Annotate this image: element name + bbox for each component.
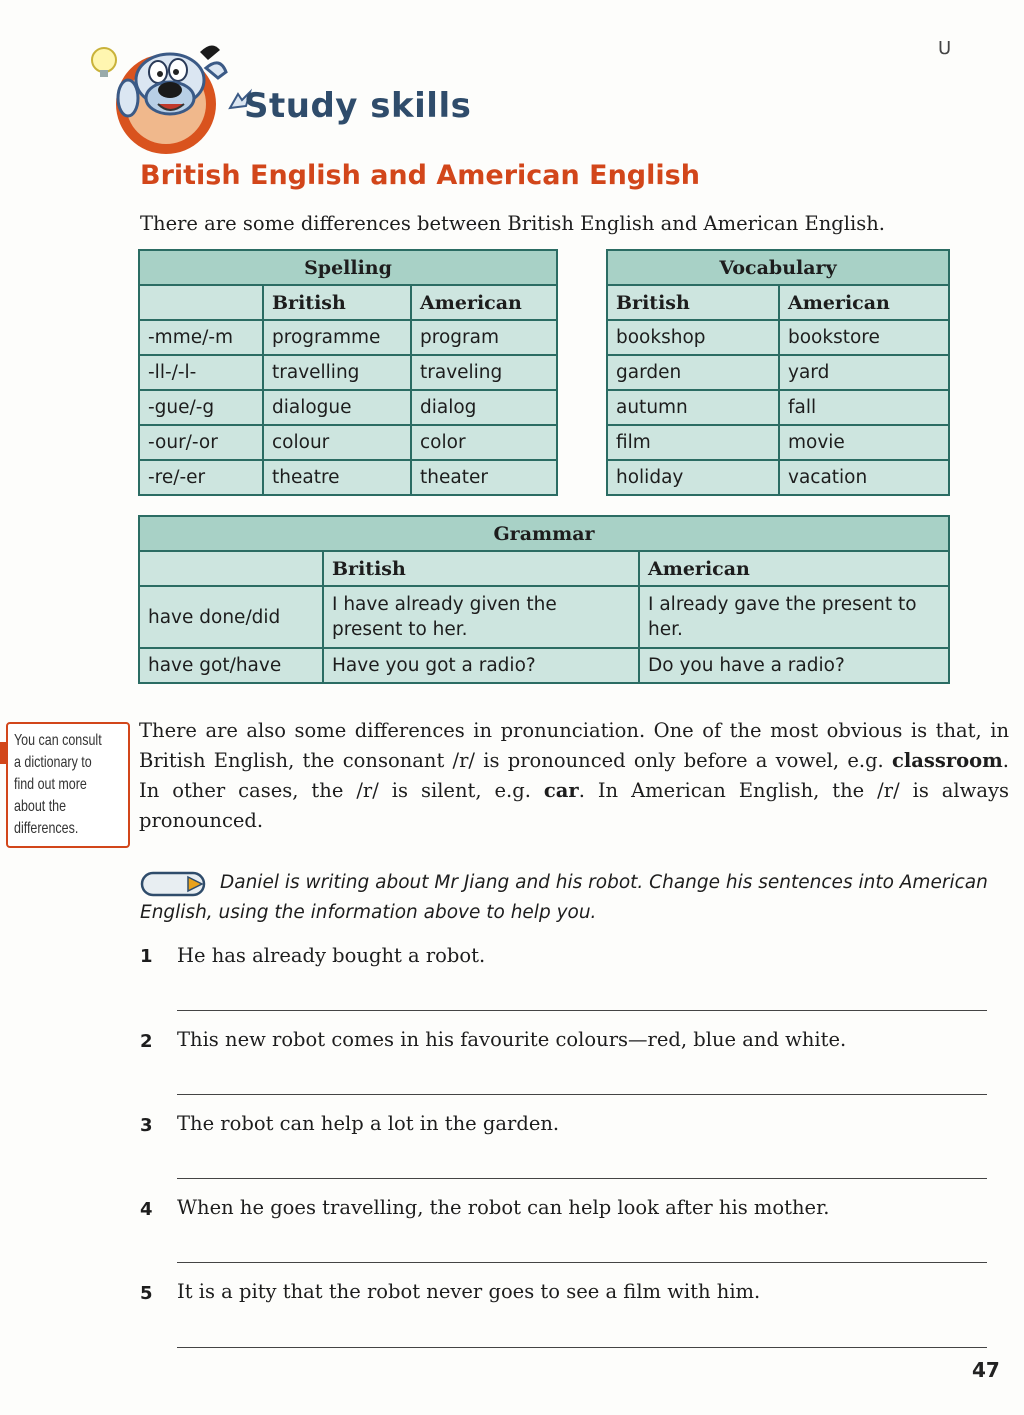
corner-mark: U: [938, 38, 952, 59]
table-row: [139, 355, 557, 390]
table-cell: travelling: [263, 355, 411, 390]
table-row: [139, 320, 557, 355]
table-cell: have got/have: [139, 648, 323, 683]
table-row: [139, 648, 949, 683]
spelling-table: [138, 249, 558, 496]
page-subtitle: British English and American English: [140, 160, 700, 191]
table-cell: dialogue: [263, 390, 411, 425]
table-row: [139, 586, 949, 648]
question-number: 1: [140, 946, 153, 967]
table-cell: Do you have a radio?: [639, 648, 949, 683]
vocabulary-table: [606, 249, 950, 496]
table-cell: -mme/-m: [139, 320, 263, 355]
table-row: [607, 425, 949, 460]
table-cell: theatre: [263, 460, 411, 495]
table-row: [607, 390, 949, 425]
question-number: 4: [140, 1199, 153, 1220]
table-cell: -gue/-g: [139, 390, 263, 425]
answer-line[interactable]: [177, 1094, 987, 1095]
example-word: classroom: [892, 749, 1003, 772]
question-text: The robot can help a lot in the garden.: [177, 1112, 560, 1135]
table-cell: fall: [779, 390, 949, 425]
table-cell: program: [411, 320, 557, 355]
table-cell: colour: [263, 425, 411, 460]
table-cell: movie: [779, 425, 949, 460]
question-number: 5: [140, 1283, 153, 1304]
answer-line[interactable]: [177, 1010, 987, 1011]
question-number: 2: [140, 1031, 153, 1052]
table-cell: film: [607, 425, 779, 460]
table-cell: Have you got a radio?: [323, 648, 639, 683]
table-cell: traveling: [411, 355, 557, 390]
side-note-line: differences.: [14, 820, 79, 837]
table-cell: -our/-or: [139, 425, 263, 460]
spelling-header-british: British: [263, 285, 411, 320]
table-cell: bookstore: [779, 320, 949, 355]
table-cell: color: [411, 425, 557, 460]
question-text: He has already bought a robot.: [177, 944, 486, 967]
table-cell: I have already given the present to her.: [323, 586, 639, 648]
example-word: car: [543, 779, 579, 802]
answer-line[interactable]: [177, 1347, 987, 1348]
pronunciation-text: . In American English, the /r/ is always pronounced.: [139, 779, 1010, 832]
grammar-header-british: British: [323, 551, 639, 586]
table-cell: bookshop: [607, 320, 779, 355]
vocabulary-header-british: British: [607, 285, 779, 320]
answer-line[interactable]: [177, 1262, 987, 1263]
spelling-header-empty: [139, 285, 263, 320]
grammar-header-american: American: [639, 551, 949, 586]
pronunciation-text: There are also some differences in pronunciation. One of the most obvious is that, in British English, the consonant /r/ is pronounced only before a vowel, e.g.: [139, 719, 1009, 772]
side-note-line: You can consult: [14, 732, 102, 749]
table-cell: dialog: [411, 390, 557, 425]
table-row: [607, 460, 949, 495]
vocabulary-header-american: American: [779, 285, 949, 320]
question-text: It is a pity that the robot never goes to see a film with him.: [177, 1280, 761, 1303]
table-cell: programme: [263, 320, 411, 355]
table-cell: I already gave the present to her.: [639, 586, 949, 648]
table-cell: theater: [411, 460, 557, 495]
answer-line[interactable]: [177, 1178, 987, 1179]
side-note-line: a dictionary to: [14, 754, 92, 771]
intro-text: There are some differences between British English and American English.: [140, 212, 886, 235]
section-title: Study skills: [244, 86, 472, 126]
table-cell: -ll-/-l-: [139, 355, 263, 390]
pronunciation-text: . In other cases, the /r/ is silent, e.g.: [139, 749, 1009, 802]
grammar-caption: Grammar: [139, 516, 949, 551]
grammar-header-empty: [139, 551, 323, 586]
side-note-line: about the: [14, 798, 67, 815]
side-note-line: find out more: [14, 776, 87, 793]
table-row: [607, 355, 949, 390]
exercise-instruction: Daniel is writing about Mr Jiang and his robot. Change his sentences into American English, using the information above to help you.: [140, 872, 988, 923]
table-cell: holiday: [607, 460, 779, 495]
spelling-header-american: American: [411, 285, 557, 320]
vocabulary-caption: Vocabulary: [607, 250, 949, 285]
table-cell: yard: [779, 355, 949, 390]
table-row: [139, 390, 557, 425]
table-row: [139, 460, 557, 495]
grammar-table: [138, 515, 950, 684]
pronunciation-paragraph: [139, 716, 1009, 836]
page-number: 47: [972, 1358, 1000, 1382]
table-cell: vacation: [779, 460, 949, 495]
table-row: [607, 320, 949, 355]
dog-mascot-icon: [88, 38, 268, 156]
table-row: [139, 425, 557, 460]
table-cell: autumn: [607, 390, 779, 425]
side-note-text: [14, 730, 123, 840]
table-cell: -re/-er: [139, 460, 263, 495]
question-text: When he goes travelling, the robot can help look after his mother.: [177, 1196, 830, 1219]
spelling-caption: Spelling: [139, 250, 557, 285]
table-cell: garden: [607, 355, 779, 390]
table-cell: have done/did: [139, 586, 323, 648]
question-number: 3: [140, 1115, 153, 1136]
question-text: This new robot comes in his favourite colours—red, blue and white.: [177, 1028, 847, 1051]
